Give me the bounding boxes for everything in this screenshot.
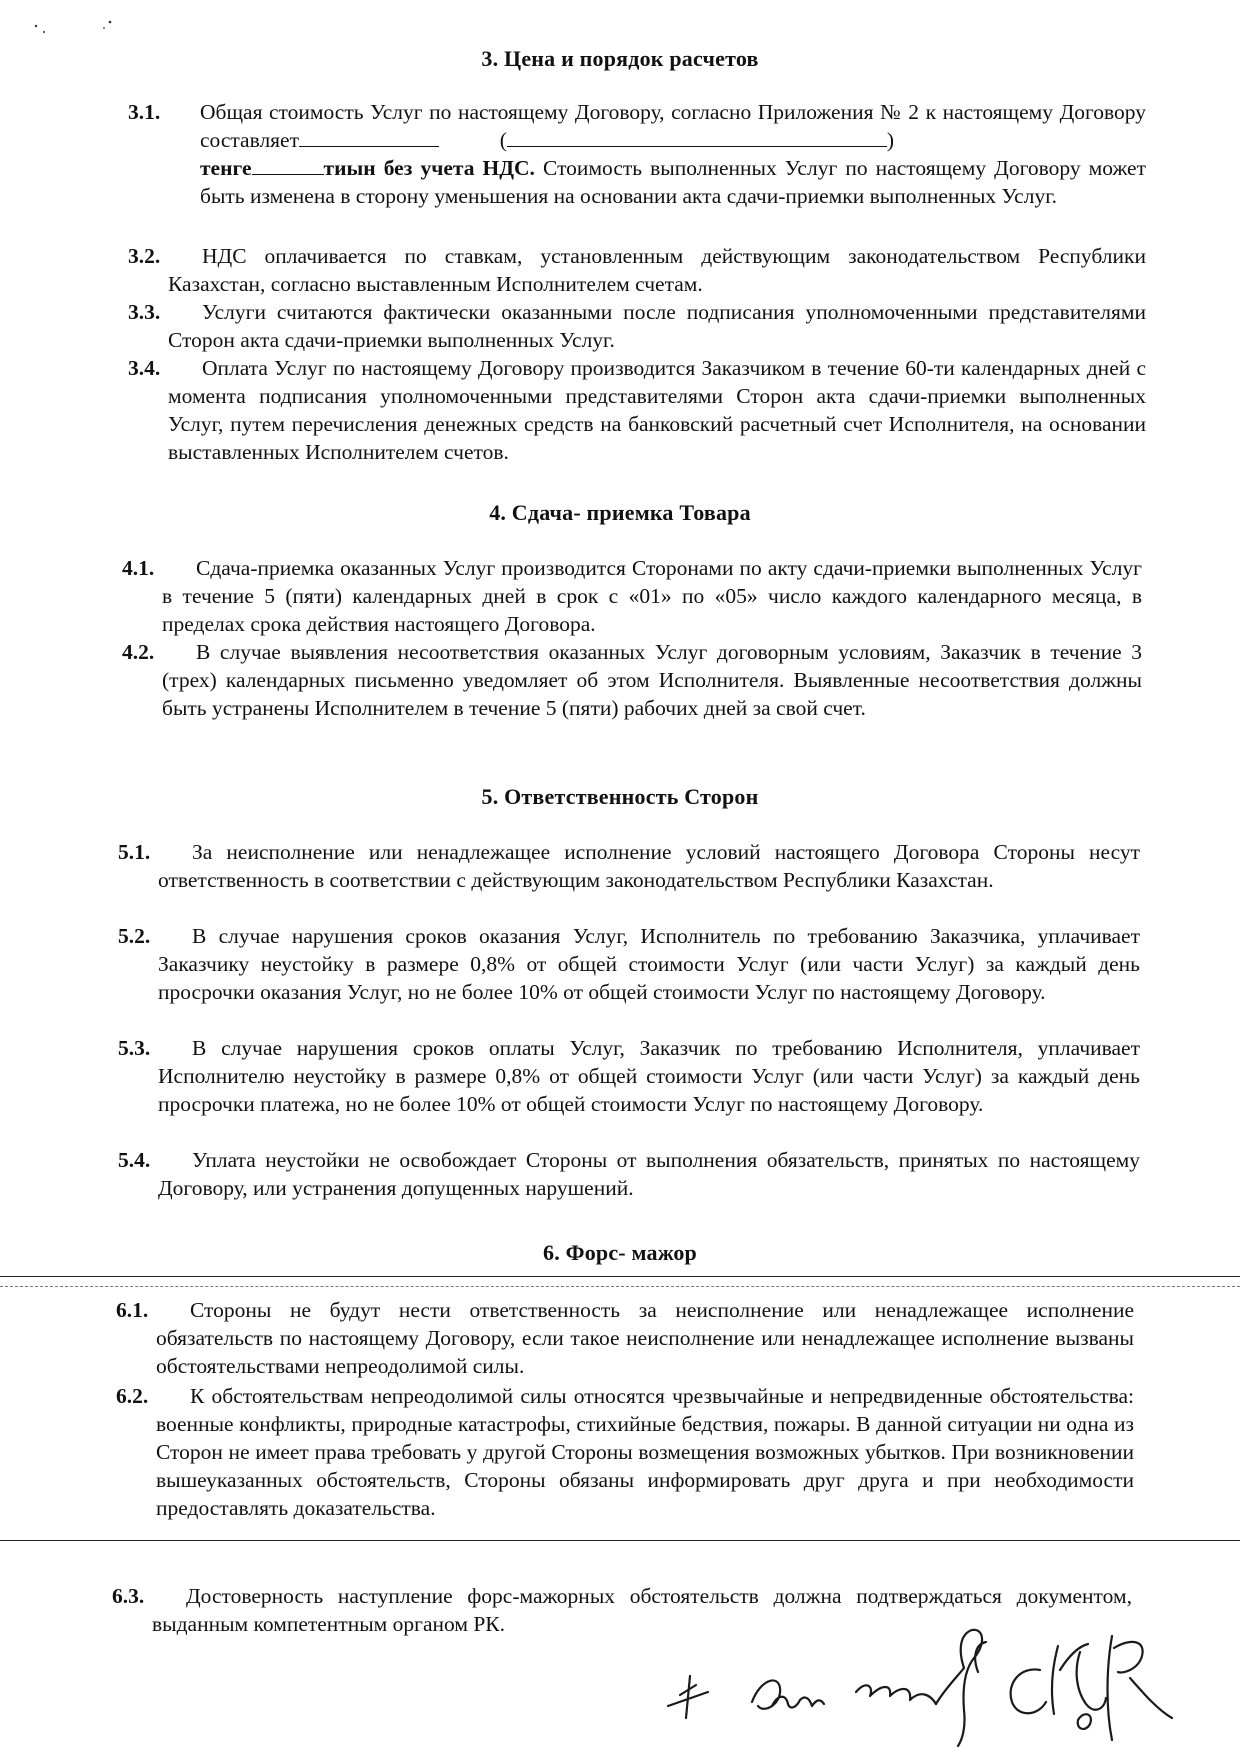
clause-text: НДС оплачивается по ставкам, установленным действующим законодательством Республики Казахстан, согласно выставленным Исполнителем счетам.: [168, 244, 1146, 296]
clause-3-1: [128, 98, 1146, 210]
clause-5-3: [118, 1034, 1140, 1118]
clause-number: 5.3.: [118, 1036, 151, 1060]
clause-number: 6.2.: [116, 1384, 149, 1408]
clause-text: [200, 98, 1146, 210]
clause-text: За неисполнение или ненадлежащее исполнение условий настоящего Договора Стороны несут ответственность в соответствии с действующим законодательством Республики Казахстан.: [158, 840, 1140, 892]
clause-3-3: [128, 298, 1146, 354]
open-paren: (: [499, 128, 507, 152]
clause-4-2: [122, 638, 1142, 722]
scan-rule-bottom: [0, 1540, 1240, 1541]
clause-3-2: [128, 242, 1146, 298]
clause-number: 3.4.: [128, 356, 161, 380]
clause-text: Услуги считаются фактически оказанными после подписания уполномоченными представителями Сторон акта сдачи-приемки выполненных Услуг.: [168, 300, 1146, 352]
tenge-blank: [252, 156, 324, 175]
handwritten-signatures: [660, 1610, 1230, 1750]
scan-rule-top: [0, 1276, 1240, 1277]
clause-3-1-rest: Стоимость выполненных Услуг по настоящему Договору может быть изменена в сторону уменьшения на основании акта сдачи-приемки выполненных Услуг.: [200, 156, 1146, 208]
section-3-heading: 3. Цена и порядок расчетов: [481, 46, 759, 71]
signature-4: [1011, 1636, 1172, 1740]
clause-5-4: [118, 1146, 1140, 1202]
tenge-label: тенге: [200, 156, 252, 180]
clause-4-1: [122, 554, 1142, 638]
section-6-heading: 6. Форс- мажор: [543, 1240, 697, 1265]
scan-specks: [30, 14, 120, 44]
amount-blank: [299, 128, 439, 147]
scan-dash-line: [0, 1286, 1240, 1287]
tiyn-label: тиын без учета НДС.: [323, 156, 535, 180]
clause-number: 6.3.: [112, 1584, 145, 1608]
clause-number: 3.2.: [128, 244, 161, 268]
clause-3-4: [128, 354, 1146, 466]
clause-6-1: [116, 1296, 1134, 1380]
amount-words-blank: [507, 128, 887, 147]
clause-5-2: [118, 922, 1140, 1006]
clause-text: Достоверность наступление форс-мажорных обстоятельств должна подтверждаться документом, выданным компетентным органом РК.: [152, 1584, 1132, 1636]
clause-3-1-line1: Общая стоимость Услуг по настоящему Договору, согласно Приложения № 2 к настоящему Договору составляет: [200, 100, 1146, 152]
clause-number: 5.1.: [118, 840, 151, 864]
section-4-heading: 4. Сдача- приемка Товара: [489, 500, 751, 525]
signature-2: [752, 1680, 824, 1708]
clause-text: Сдача-приемка оказанных Услуг производится Сторонами по акту сдачи-приемки выполненных Услуг в течение 5 (пяти) календарных дней в срок с «01» по «05» число каждого календарного месяца, в пределах срока действия настоящего Договора.: [162, 556, 1142, 636]
clause-5-1: [118, 838, 1140, 894]
close-paren: ): [886, 128, 895, 152]
clause-number: 4.1.: [122, 556, 155, 580]
clause-6-2: [116, 1382, 1134, 1522]
clause-text: Стороны не будут нести ответственность за неисполнение или ненадлежащее исполнение обязательств по настоящему Договору, если такое неисполнение или ненадлежащее исполнение вызваны обстоятельствами непреодолимой силы.: [156, 1298, 1134, 1378]
clause-number: 6.1.: [116, 1298, 149, 1322]
clause-text: К обстоятельствам непреодолимой силы относятся чрезвычайные и непредвиденные обстоятельства: военные конфликты, природные катастрофы, стихийные бедствия, пожары. В данной ситуации ни одна из Сторон не имеет права требовать у другой Стороны возмещения возможных убытков. При возникновении вышеуказанных обстоятельств, Стороны обязаны информировать друг друга и при необходимости предоставлять доказательства.: [156, 1384, 1134, 1520]
signature-1: [668, 1676, 708, 1718]
clause-number: 5.4.: [118, 1148, 151, 1172]
clause-number: 3.3.: [128, 300, 161, 324]
clause-text: В случае нарушения сроков оплаты Услуг, Заказчик по требованию Исполнителя, уплачивает Исполнителю неустойку в размере 0,8% от общей стоимости Услуг (или части Услуг) за каждый день просрочки платежа, но не более 10% от общей стоимости Услуг по настоящему Договору.: [158, 1036, 1140, 1116]
clause-number: 4.2.: [122, 640, 155, 664]
clause-text: Оплата Услуг по настоящему Договору производится Заказчиком в течение 60-ти календарных дней с момента подписания уполномоченными представителями Сторон акта сдачи-приемки выполненных Услуг, путем перечисления денежных средств на банковский расчетный счет Исполнителя, на основании выставленных Исполнителем счетов.: [168, 356, 1146, 464]
signature-3: [856, 1630, 986, 1746]
clause-text: В случае нарушения сроков оказания Услуг, Исполнитель по требованию Заказчика, уплачивает Заказчику неустойку в размере 0,8% от общей стоимости Услуг (или части Услуг) за каждый день просрочки оказания Услуг, но не более 10% от общей стоимости Услуг по настоящему Договору.: [158, 924, 1140, 1004]
clause-number: 5.2.: [118, 924, 151, 948]
clause-text: Уплата неустойки не освобождает Стороны от выполнения обязательств, принятых по настоящему Договору, или устранения допущенных нарушений.: [158, 1148, 1140, 1200]
section-5-heading: 5. Ответственность Сторон: [481, 784, 759, 809]
clause-text: В случае выявления несоответствия оказанных Услуг договорным условиям, Заказчик в течение 3 (трех) календарных письменно уведомляет об этом Исполнителя. Выявленные несоответствия должны быть устранены Исполнителем в течение 5 (пяти) рабочих дней за свой счет.: [162, 640, 1142, 720]
clause-number: 3.1.: [128, 100, 161, 124]
